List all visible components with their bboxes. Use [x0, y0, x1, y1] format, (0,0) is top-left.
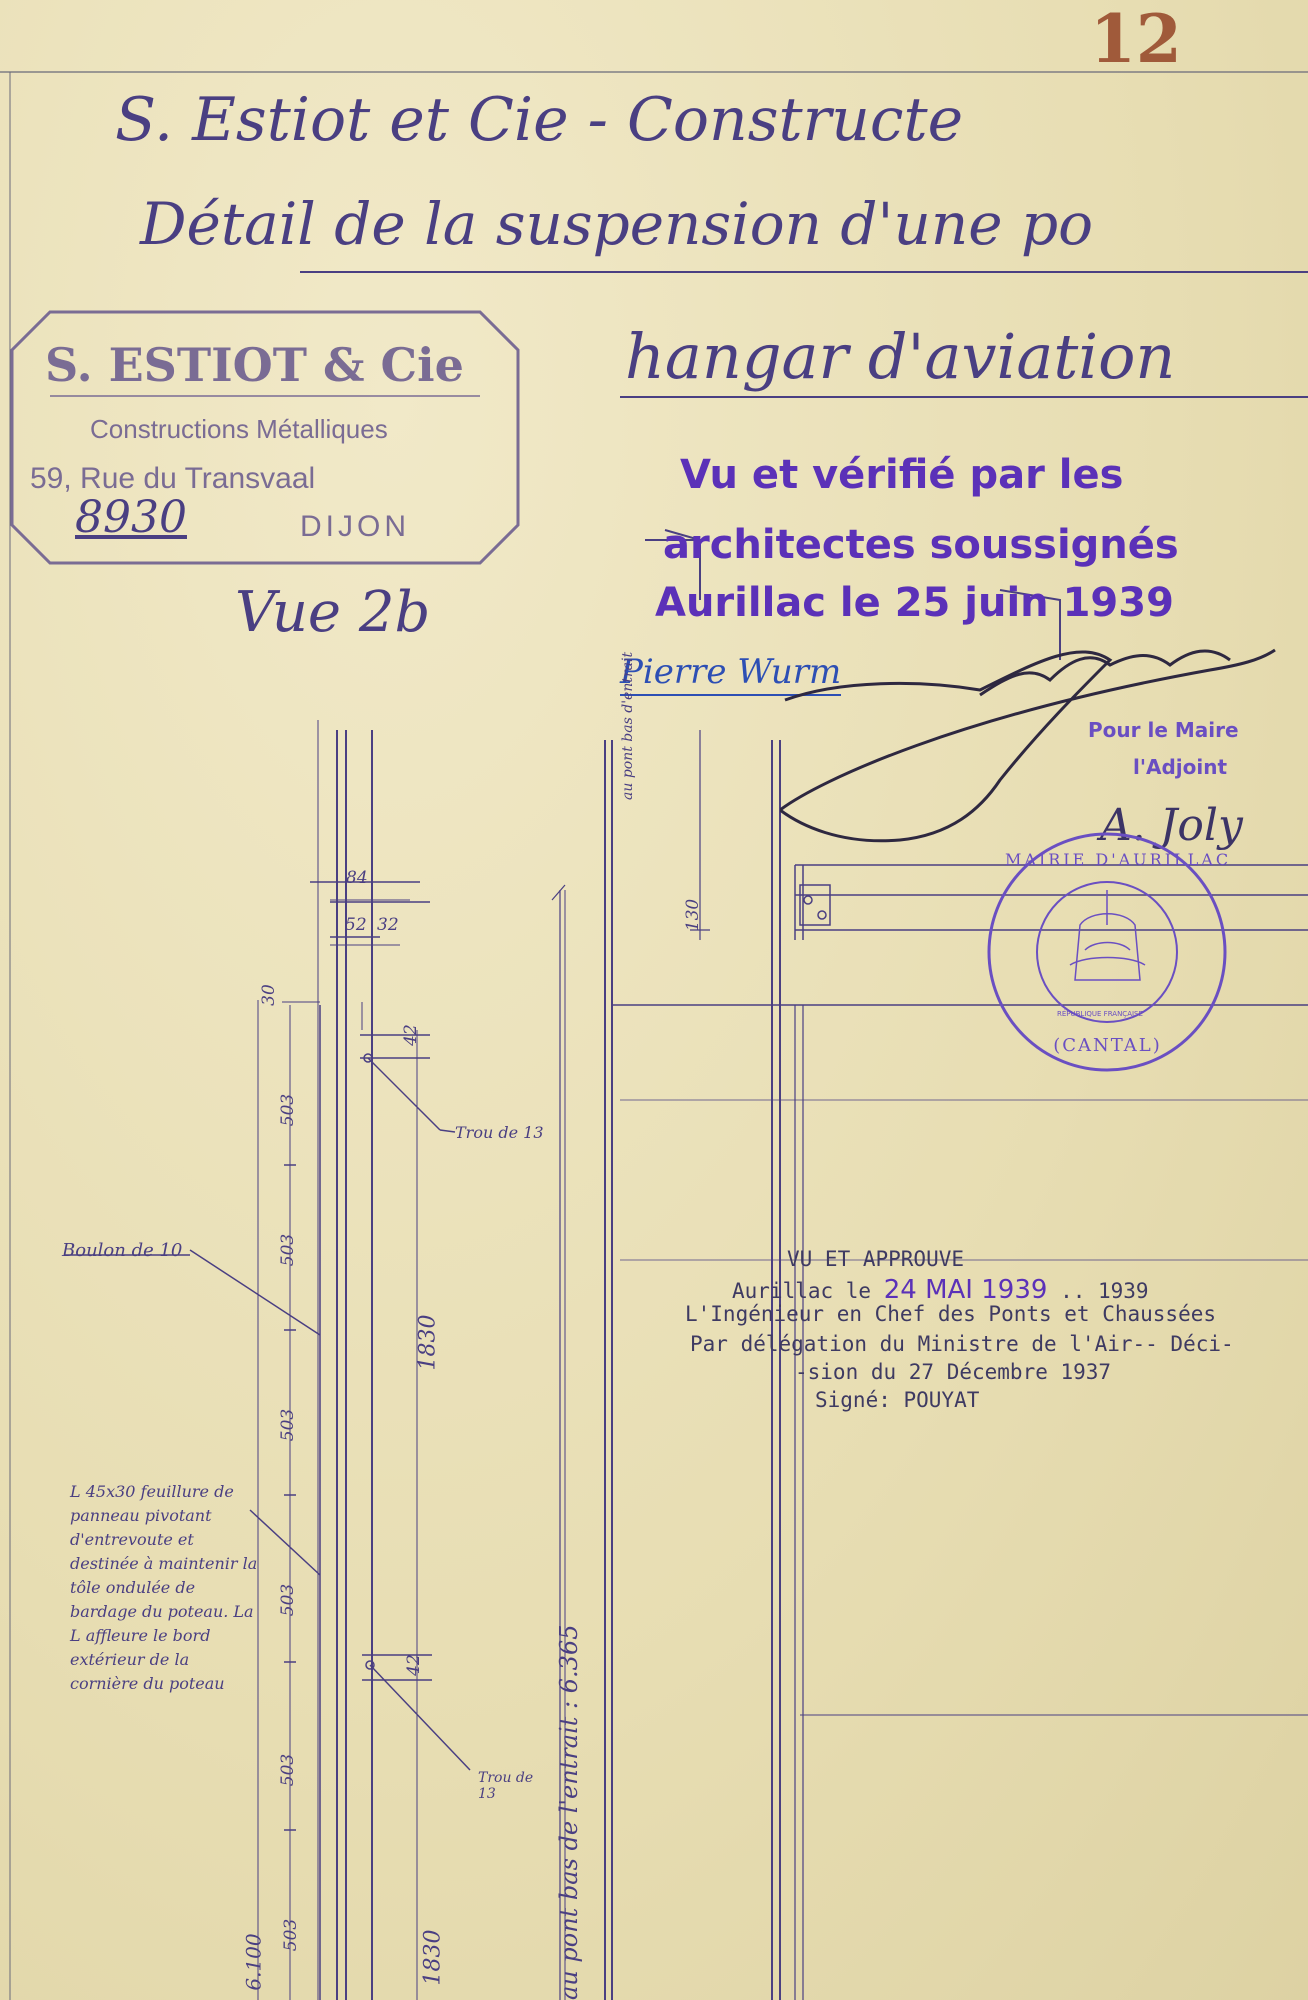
- annotation-trou-1: Trou de 13: [455, 1123, 544, 1142]
- seal-text-top: MAIRIE D'AURILLAC: [1005, 850, 1232, 869]
- seal-text-bottom: (CANTAL): [1053, 1035, 1162, 1056]
- verification-line-3: Aurillac le 25 juin 1939: [655, 580, 1174, 626]
- dim-84: 84: [346, 868, 368, 888]
- dim-42-top: 42: [400, 1024, 421, 1046]
- verification-line-1: Vu et vérifié par les: [680, 452, 1124, 498]
- approval-line-1: VU ET APPROUVE: [787, 1247, 965, 1271]
- sheet-number: 12: [1090, 0, 1182, 78]
- dim-503-2: 503: [278, 1233, 299, 1267]
- dim-1830-top: 1830: [415, 1314, 441, 1371]
- beam-bolts: [800, 885, 830, 925]
- dim-42-bottom: 42: [403, 1654, 424, 1676]
- dim-1830-bottom: 1830: [420, 1929, 446, 1986]
- header-line-3: hangar d'aviation: [625, 320, 1176, 393]
- approval-date-stamp: 24 MAI 1939: [883, 1275, 1048, 1305]
- header-line-1: S. Estiot et Cie - Constructe: [115, 85, 964, 155]
- approval-line-2: [732, 1275, 1149, 1305]
- approval-date-prefix: Aurillac le: [732, 1279, 872, 1303]
- approval-line-5: -sion du 27 Décembre 1937: [795, 1360, 1112, 1384]
- dim-32: 32: [377, 915, 399, 935]
- approval-line-6: Signé: POUYAT: [815, 1388, 980, 1412]
- signature-blue: Pierre Wurm: [620, 652, 841, 696]
- company-city: DIJON: [300, 510, 410, 543]
- dim-503-3: 503: [278, 1408, 299, 1442]
- mayor-line-1: Pour le Maire: [1088, 718, 1239, 742]
- verification-line-2: architectes soussignés: [663, 522, 1179, 568]
- dim-130: 130: [683, 898, 704, 932]
- company-activity: Constructions Métalliques: [90, 414, 388, 444]
- dim-30: 30: [258, 984, 279, 1006]
- dim-503-6: 503: [281, 1918, 302, 1952]
- company-stamp: [10, 310, 520, 565]
- annotation-trou-2: Trou de 13: [478, 1770, 534, 1802]
- view-label: Vue 2b: [235, 580, 431, 645]
- dim-503-4: 503: [278, 1583, 299, 1617]
- dim-503-5: 503: [278, 1753, 299, 1787]
- annotation-boulon: Boulon de 10: [62, 1240, 183, 1261]
- annotation-vertical-top: au pont bas d'entrait: [620, 651, 636, 800]
- approval-line-3: L'Ingénieur en Chef des Ponts et Chaussées: [685, 1302, 1217, 1326]
- dim-503-1: 503: [278, 1093, 299, 1127]
- header-line-2: Détail de la suspension d'une po: [140, 190, 1094, 258]
- dim-52: 52: [345, 915, 367, 935]
- mayor-line-2: l'Adjoint: [1133, 755, 1228, 779]
- company-name: S. ESTIOT & Cie: [45, 338, 464, 392]
- approval-date-suffix: .. 1939: [1060, 1279, 1149, 1303]
- annotation-cornier: L 45x30 feuillure de panneau pivotant d'entrevoute et destinée à maintenir la tôle ondulée de bardage du poteau. La L affleure le bord extérieur de la cornière du poteau: [70, 1482, 258, 1693]
- municipal-seal: [985, 830, 1230, 1075]
- annotation-vertical-bottom: au pont bas de l'entrait : 6.365: [555, 1624, 583, 2000]
- company-street: 59, Rue du Transvaal: [30, 462, 316, 495]
- dimension-lines-left: [258, 720, 565, 2000]
- dim-6100: 6.100: [241, 1933, 266, 1991]
- post-right: [605, 740, 803, 2000]
- seal-inner-text: RÉPUBLIQUE FRANÇAISE: [1057, 1010, 1143, 1018]
- mayor-signature: A. Joly: [1100, 800, 1243, 851]
- handwritten-number: 8930: [75, 492, 187, 543]
- approval-line-4: Par délégation du Ministre de l'Air-- Déci-: [690, 1332, 1234, 1356]
